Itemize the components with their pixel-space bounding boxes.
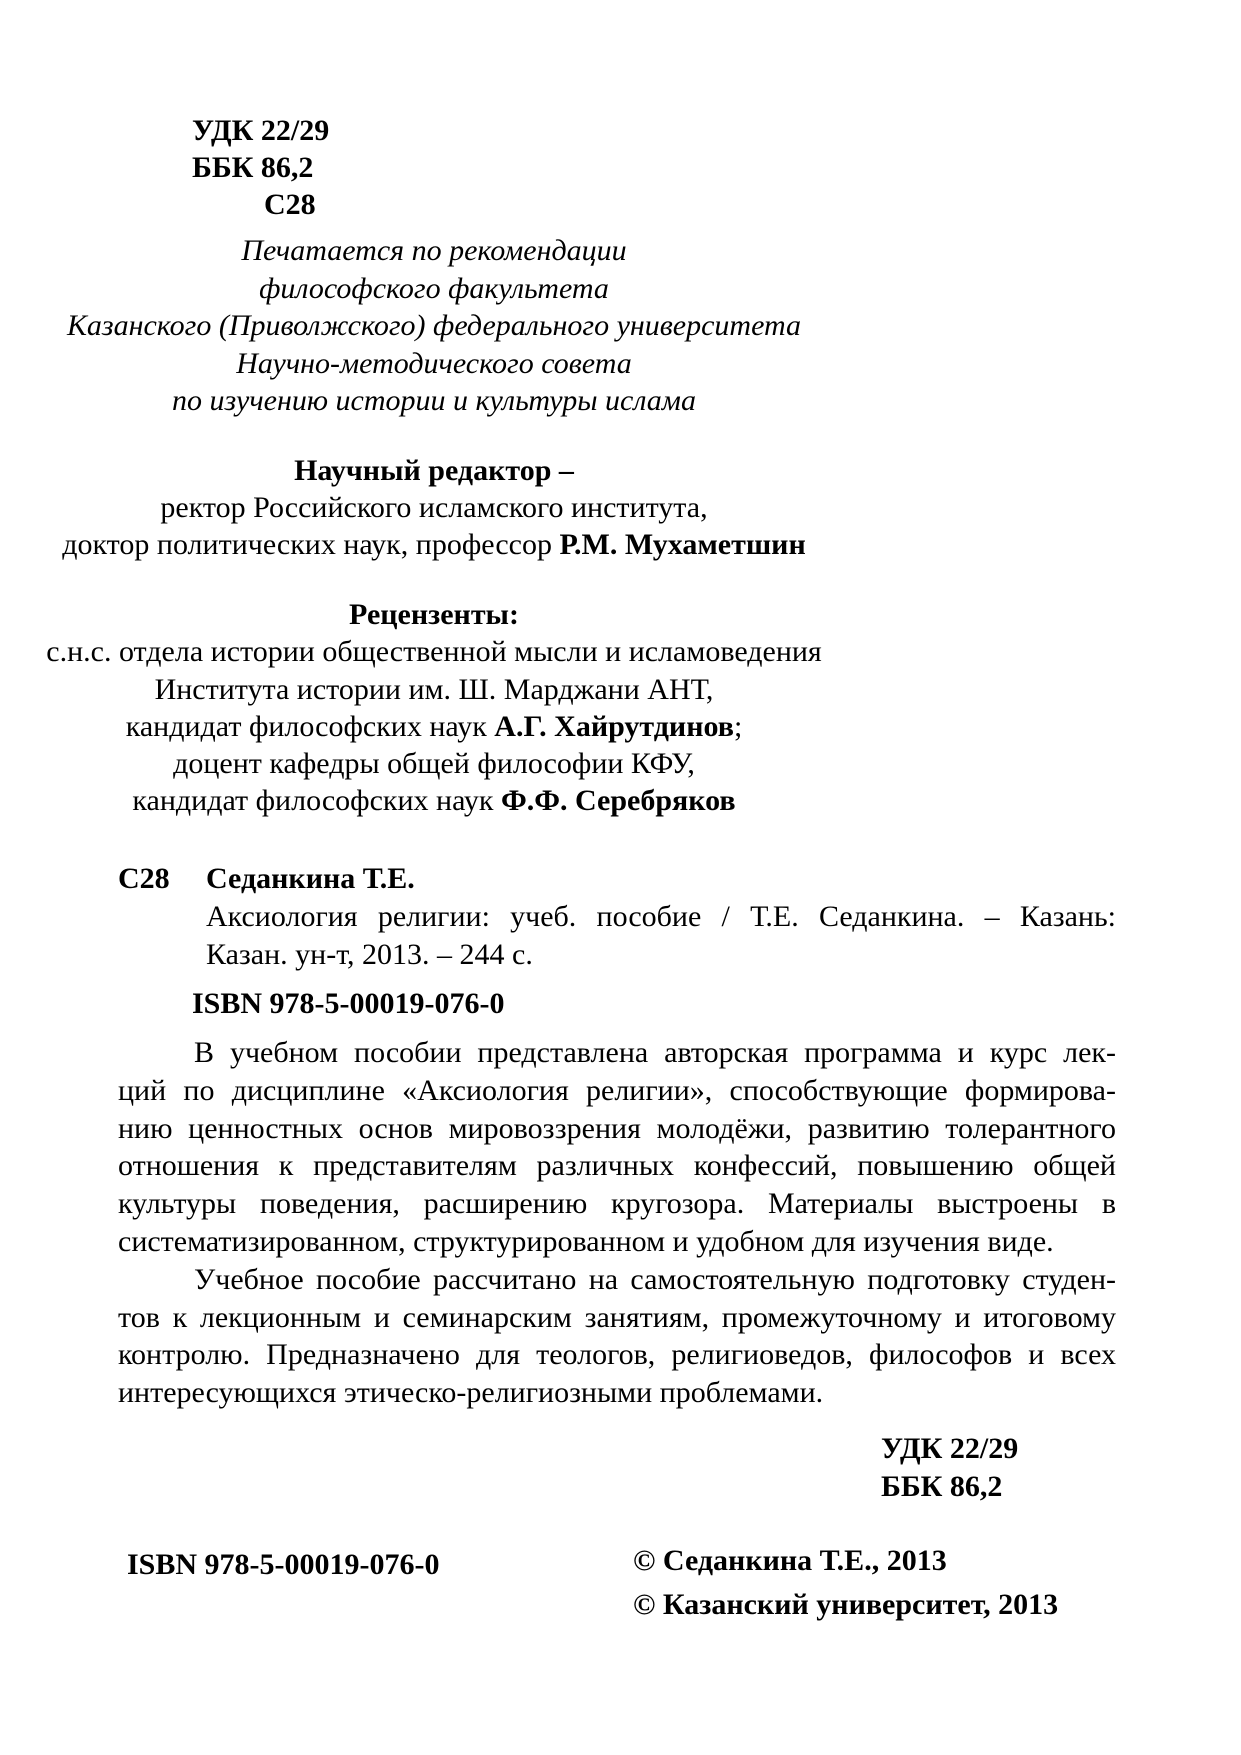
recommendation-line: философского факультета <box>259 271 609 305</box>
scientific-editor-block <box>0 452 1004 563</box>
abstract-line: ций по дисциплине «Аксиология религии», способствующие формирова- <box>118 1073 1116 1107</box>
bbk-code: ББК 86,2 <box>192 151 314 184</box>
abstract-line: интересующихся этическо-религиозными проблемами. <box>118 1376 824 1410</box>
footer-udk: УДК 22/29 <box>881 1432 1019 1465</box>
reviewer-name: А.Г. Хайрутдинов <box>494 709 734 743</box>
scientific-editor-line <box>0 526 1004 563</box>
bib-isbn: ISBN 978-5-00019-076-0 <box>192 987 505 1020</box>
abstract-line: контролю. Предназначено для теологов, религиоведов, философов и всех <box>118 1338 1116 1372</box>
recommendation-line: Научно-методического совета <box>236 346 632 380</box>
author-mark: С28 <box>264 188 316 221</box>
bib-description-line: Казан. ун-т, 2013. – 244 с. <box>206 938 533 971</box>
copyright-publisher: © Казанский университет, 2013 <box>633 1588 1059 1621</box>
recommendation-block <box>0 232 1004 420</box>
abstract-line: отношения к представителям различных конфессий, повышению общей <box>118 1149 1116 1183</box>
reviewer-line <box>0 782 1004 819</box>
recommendation-line: по изучению истории и культуры ислама <box>172 384 696 417</box>
reviewer-name: Ф.Ф. Серебряков <box>500 784 736 818</box>
reviewer-line: доцент кафедры общей философии КФУ, <box>173 747 695 781</box>
scientific-editor-title: доктор политических наук, профессор <box>62 528 560 561</box>
abstract-line: систематизированном, структурированном и удобном для изучения виде. <box>118 1224 1054 1258</box>
reviewer-line <box>0 708 1004 745</box>
bib-description-line: Аксиология религии: учеб. пособие / Т.Е. Седанкина. – Казань: <box>206 900 1116 933</box>
footer-bbk: ББК 86,2 <box>881 1470 1003 1503</box>
copyright-author: © Седанкина Т.Е., 2013 <box>633 1544 947 1577</box>
abstract-line: Учебное пособие рассчитано на самостоятельную подготовку студен- <box>194 1262 1116 1296</box>
bib-author: Седанкина Т.Е. <box>206 862 415 895</box>
reviewers-heading: Рецензенты: <box>349 598 519 631</box>
abstract-line: В учебном пособии представлена авторская программа и курс лек- <box>194 1036 1116 1069</box>
reviewer-degree: кандидат философских наук <box>125 709 495 743</box>
udk-code: УДК 22/29 <box>192 114 330 147</box>
reviewer-line: Института истории им. Ш. Марджани АНТ, <box>154 672 714 706</box>
reviewers-block <box>0 596 1004 820</box>
reviewer-separator: ; <box>733 709 743 743</box>
abstract-line: нию ценностных основ мировоззрения молодёжи, развитию толерантного <box>118 1111 1116 1145</box>
scientific-editor-name: Р.М. Мухаметшин <box>559 528 806 561</box>
reviewer-line: с.н.с. отдела истории общественной мысли и исламоведения <box>46 635 822 669</box>
reviewer-degree: кандидат философских наук <box>132 784 501 818</box>
footer-isbn: ISBN 978-5-00019-076-0 <box>127 1548 440 1581</box>
abstract <box>118 1034 1116 1412</box>
recommendation-line: Печатается по рекомендации <box>241 234 627 267</box>
abstract-line: тов к лекционным и семинарским занятиям, промежуточному и итоговому <box>118 1300 1116 1334</box>
abstract-line: культуры поведения, расширению кругозора. Материалы выстроены в <box>118 1187 1116 1221</box>
bib-author-mark: С28 <box>118 862 170 895</box>
scientific-editor-line: ректор Российского исламского института, <box>160 491 708 524</box>
recommendation-line: Казанского (Приволжского) федерального университета <box>66 309 802 342</box>
scientific-editor-heading: Научный редактор – <box>294 454 574 487</box>
